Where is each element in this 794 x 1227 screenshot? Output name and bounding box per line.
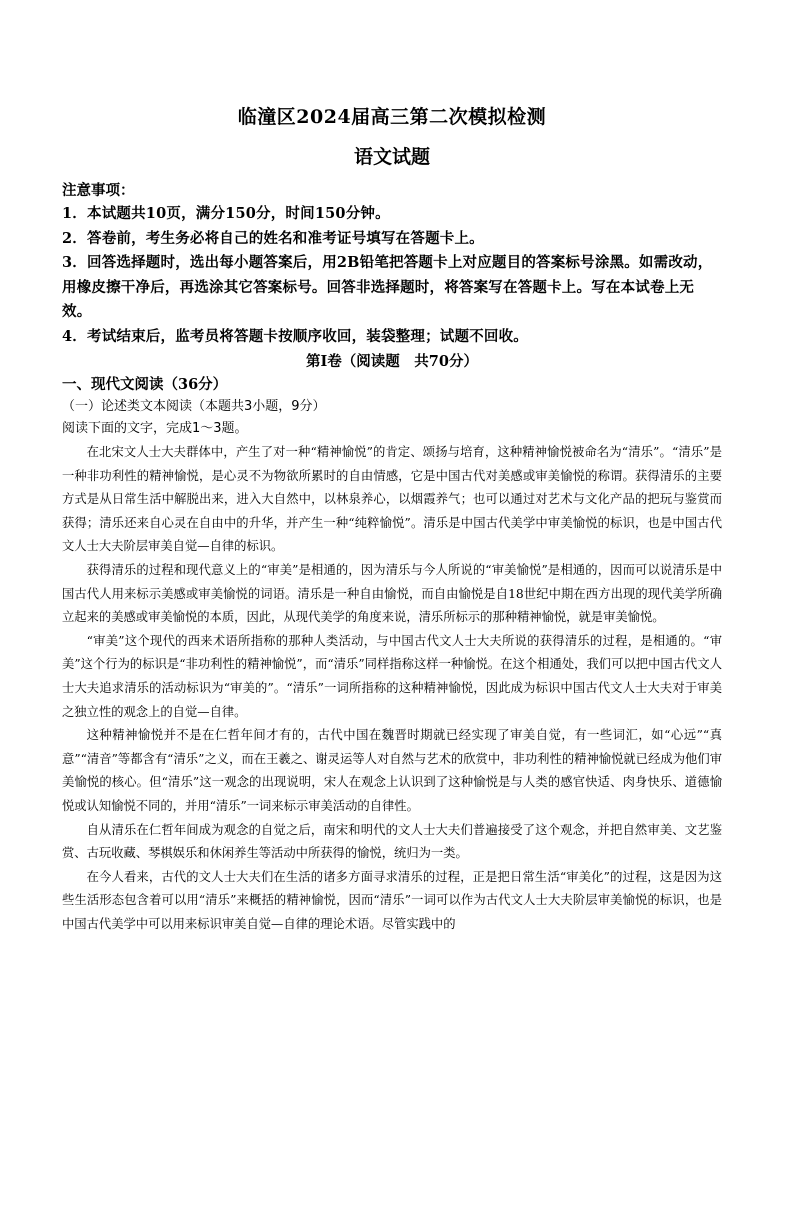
notice-item-4: 4．考试结束后，监考员将答题卡按顺序收回，装袋整理；试题不回收。 [62,327,528,345]
passage-paragraph-2: 获得清乐的过程和现代意义上的“审美”是相通的，因为清乐与今人所说的“审美愉悦”是相通的，因而可以说清乐是中国古代人用来标示美感或审美愉悦的词语。清乐是一种自由愉悦，而自由愉悦是自18世纪中期在西方出现的现代美学所确立起来的美感或审美愉悦的本质，因此，从现代美学的角度来说，清乐所标示的那种精神愉悦，就是审美愉悦。 [62,562,722,625]
section-heading: 一、现代文阅读（36分） [62,376,228,393]
exam-title: 临潼区2024届高三第二次模拟检测 [237,106,547,128]
subsection-heading: （一）论述类文本阅读（本题共3小题，9分） [62,399,326,414]
notice-heading: 注意事项： [62,182,135,199]
notice-item-3: 3．回答选择题时，选出每小题答案后，用2B铅笔把答题卡上对应题目的答案标号涂黑。如需改动，用橡皮擦干净后，再选涂其它答案标号。回答非选择题时，将答案写在答题卡上。写在本试卷上无效。 [62,254,713,320]
notice-item-1: 1．本试题共10页，满分150分，时间150分钟。 [62,205,390,222]
passage-paragraph-3: “审美”这个现代的西来术语所指称的那种人类活动，与中国古代文人士大夫所说的获得清乐的过程，是相通的。“审美”这个行为的标识是“非功利性的精神愉悦”，而“清乐”同样指称这样一种愉悦。在这个相通处，我们可以把中国古代文人士大夫追求清乐的活动标识为“审美的”。“清乐”一词所指称的这种精神愉悦，因此成为标识中国古代文人士大夫对于审美之独立性的观念上的自觉—自律。 [62,633,722,719]
passage-paragraph-6: 在今人看来，古代的文人士大夫们在生活的诸多方面寻求清乐的过程，正是把日常生活“审美化”的过程，这是因为这些生活形态包含着可以用“清乐”来概括的精神愉悦，因而“清乐”一词可以作为古代文人士大夫阶层审美愉悦的标识，也是中国古代美学中可以用来标识审美自觉—自律的理论术语。尽管实践中的 [62,869,722,931]
passage-paragraph-4: 这种精神愉悦并不是在仁哲年间才有的，古代中国在魏晋时期就已经实现了审美自觉，有一些词汇，如“心远”“真意”“清音”等都含有“清乐”之义，而在王羲之、谢灵运等人对自然与艺术的欣赏中，非功利性的精神愉悦就已经成为他们审美愉悦的核心。但“清乐”这一观念的出现说明，宋人在观念上认识到了这种愉悦是与人类的感官快适、肉身快乐、道德愉悦或认知愉悦不同的，并用“清乐”一词来标示审美活动的自律性。 [62,728,722,813]
exam-subtitle: 语文试题 [353,146,430,168]
passage-paragraph-5: 自从清乐在仁哲年间成为观念的自觉之后，南宋和明代的文人士大夫们普遍接受了这个观念，并把自然审美、文艺鉴赏、古玩收藏、琴棋娱乐和休闲养生等活动中所获得的愉悦，统归为一类。 [62,822,722,861]
notice-item-2: 2．答卷前，考生务必将自己的姓名和准考证号填写在答题卡上。 [62,229,484,247]
volume-heading: 第Ⅰ卷（阅读题 共70分） [306,353,478,370]
exam-page [0,104,794,1227]
reading-instruction: 阅读下面的文字，完成1～3题。 [62,421,248,436]
passage-paragraph-1: 在北宋文人士大夫群体中，产生了对一种“精神愉悦”的肯定、颂扬与培育，这种精神愉悦被命名为“清乐”。“清乐”是一种非功利性的精神愉悦，是心灵不为物欲所累时的自由情感，它是中国古代对美感或审美愉悦的称谓。获得清乐的主要方式是从日常生活中解脱出来，进入大自然中，以林泉养心，以烟霞养气；也可以通过对艺术与文化产品的把玩与鉴赏而获得；清乐还来自心灵在自由中的升华，并产生一种“纯粹愉悦”。清乐是中国古代美学中审美愉悦的标识，也是中国古代文人士大夫阶层审美自觉—自律的标识。 [62,445,722,554]
